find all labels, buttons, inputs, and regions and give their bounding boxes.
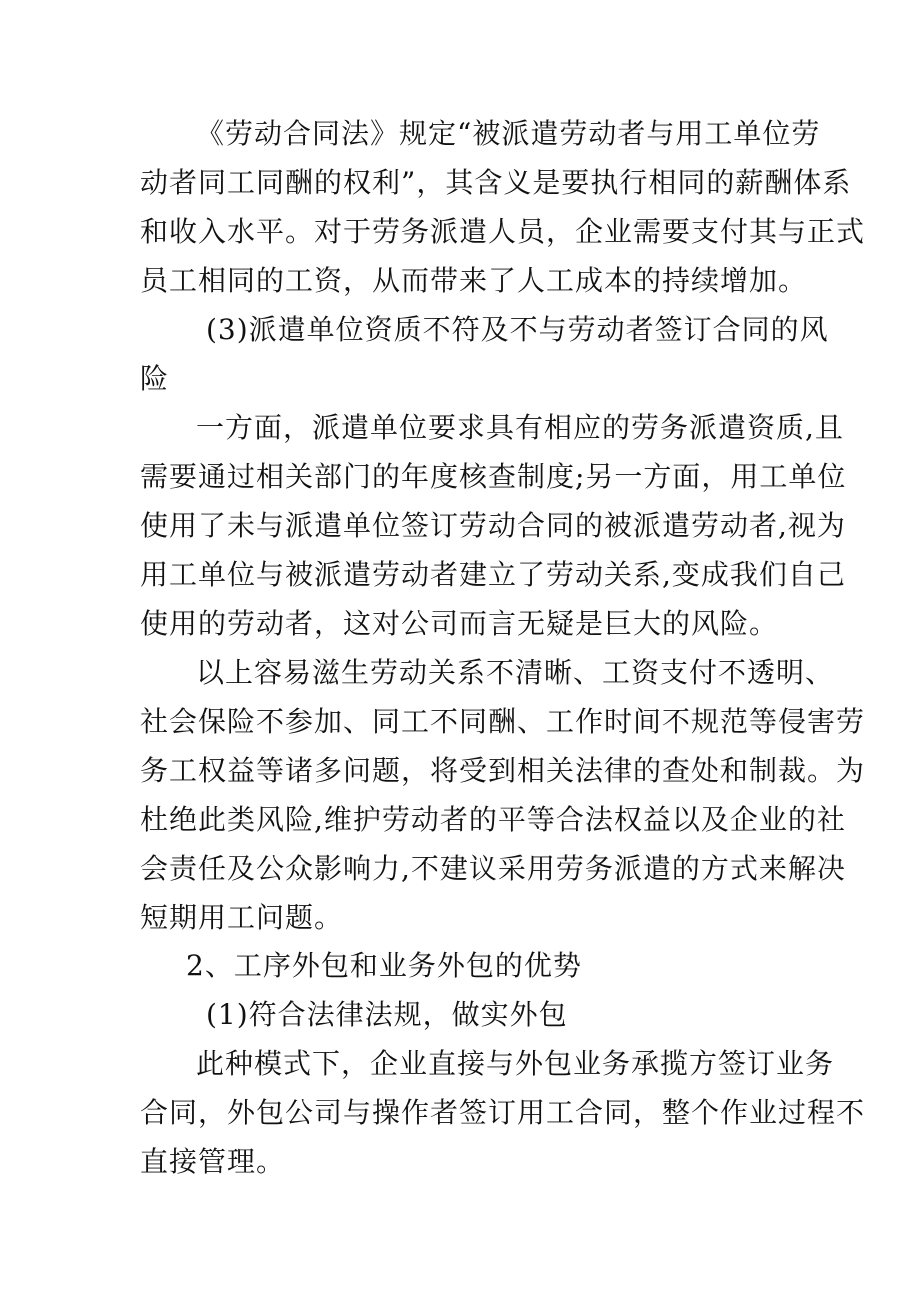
paragraph-line: 杜绝此类风险,维护劳动者的平等合法权益以及企业的社 — [140, 803, 846, 836]
paragraph-line: 直接管理。 — [140, 1145, 286, 1178]
paragraph-line: 使用了未与派遣单位签订劳动合同的被派遣劳动者,视为 — [140, 509, 846, 542]
paragraph-line: 和收入水平。对于劳务派遣人员，企业需要支付其与正式 — [140, 215, 866, 248]
paragraph-line: 动者同工同酬的权利”，其含义是要执行相同的薪酬体系 — [140, 166, 852, 199]
paragraph-line: 此种模式下，企业直接与外包业务承揽方签订业务 — [196, 1047, 835, 1080]
subsection-heading: (1)符合法律法规，做实外包 — [206, 998, 568, 1031]
section-heading-line: 险 — [140, 362, 170, 395]
paragraph-line: 合同，外包公司与操作者签订用工合同，整个作业过程不 — [140, 1096, 866, 1129]
paragraph-line: 短期用工问题。 — [140, 901, 344, 934]
paragraph-line: 以上容易滋生劳动关系不清晰、工资支付不透明、 — [196, 656, 835, 689]
paragraph-line: 务工权益等诸多问题，将受到相关法律的查处和制裁。为 — [140, 754, 866, 787]
paragraph-line: 需要通过相关部门的年度核查制度;另一方面，用工单位 — [140, 460, 847, 493]
section-heading-line: (3)派遣单位资质不符及不与劳动者签订合同的风 — [206, 313, 829, 346]
section-heading: 2、工序外包和业务外包的优势 — [186, 949, 582, 982]
paragraph-line: 一方面，派遣单位要求具有相应的劳务派遣资质,且 — [196, 411, 844, 444]
paragraph-line: 员工相同的工资，从而带来了人工成本的持续增加。 — [140, 264, 808, 297]
paragraph-line: 用工单位与被派遣劳动者建立了劳动关系,变成我们自己 — [140, 558, 846, 591]
paragraph-line: 使用的劳动者，这对公司而言无疑是巨大的风险。 — [140, 607, 779, 640]
paragraph-line: 会责任及公众影响力,不建议采用劳务派遣的方式来解决 — [140, 852, 846, 885]
paragraph-line: 社会保险不参加、同工不同酬、工作时间不规范等侵害劳 — [140, 705, 866, 738]
paragraph-line: 《劳动合同法》规定“被派遣劳动者与用工单位劳 — [196, 117, 821, 150]
